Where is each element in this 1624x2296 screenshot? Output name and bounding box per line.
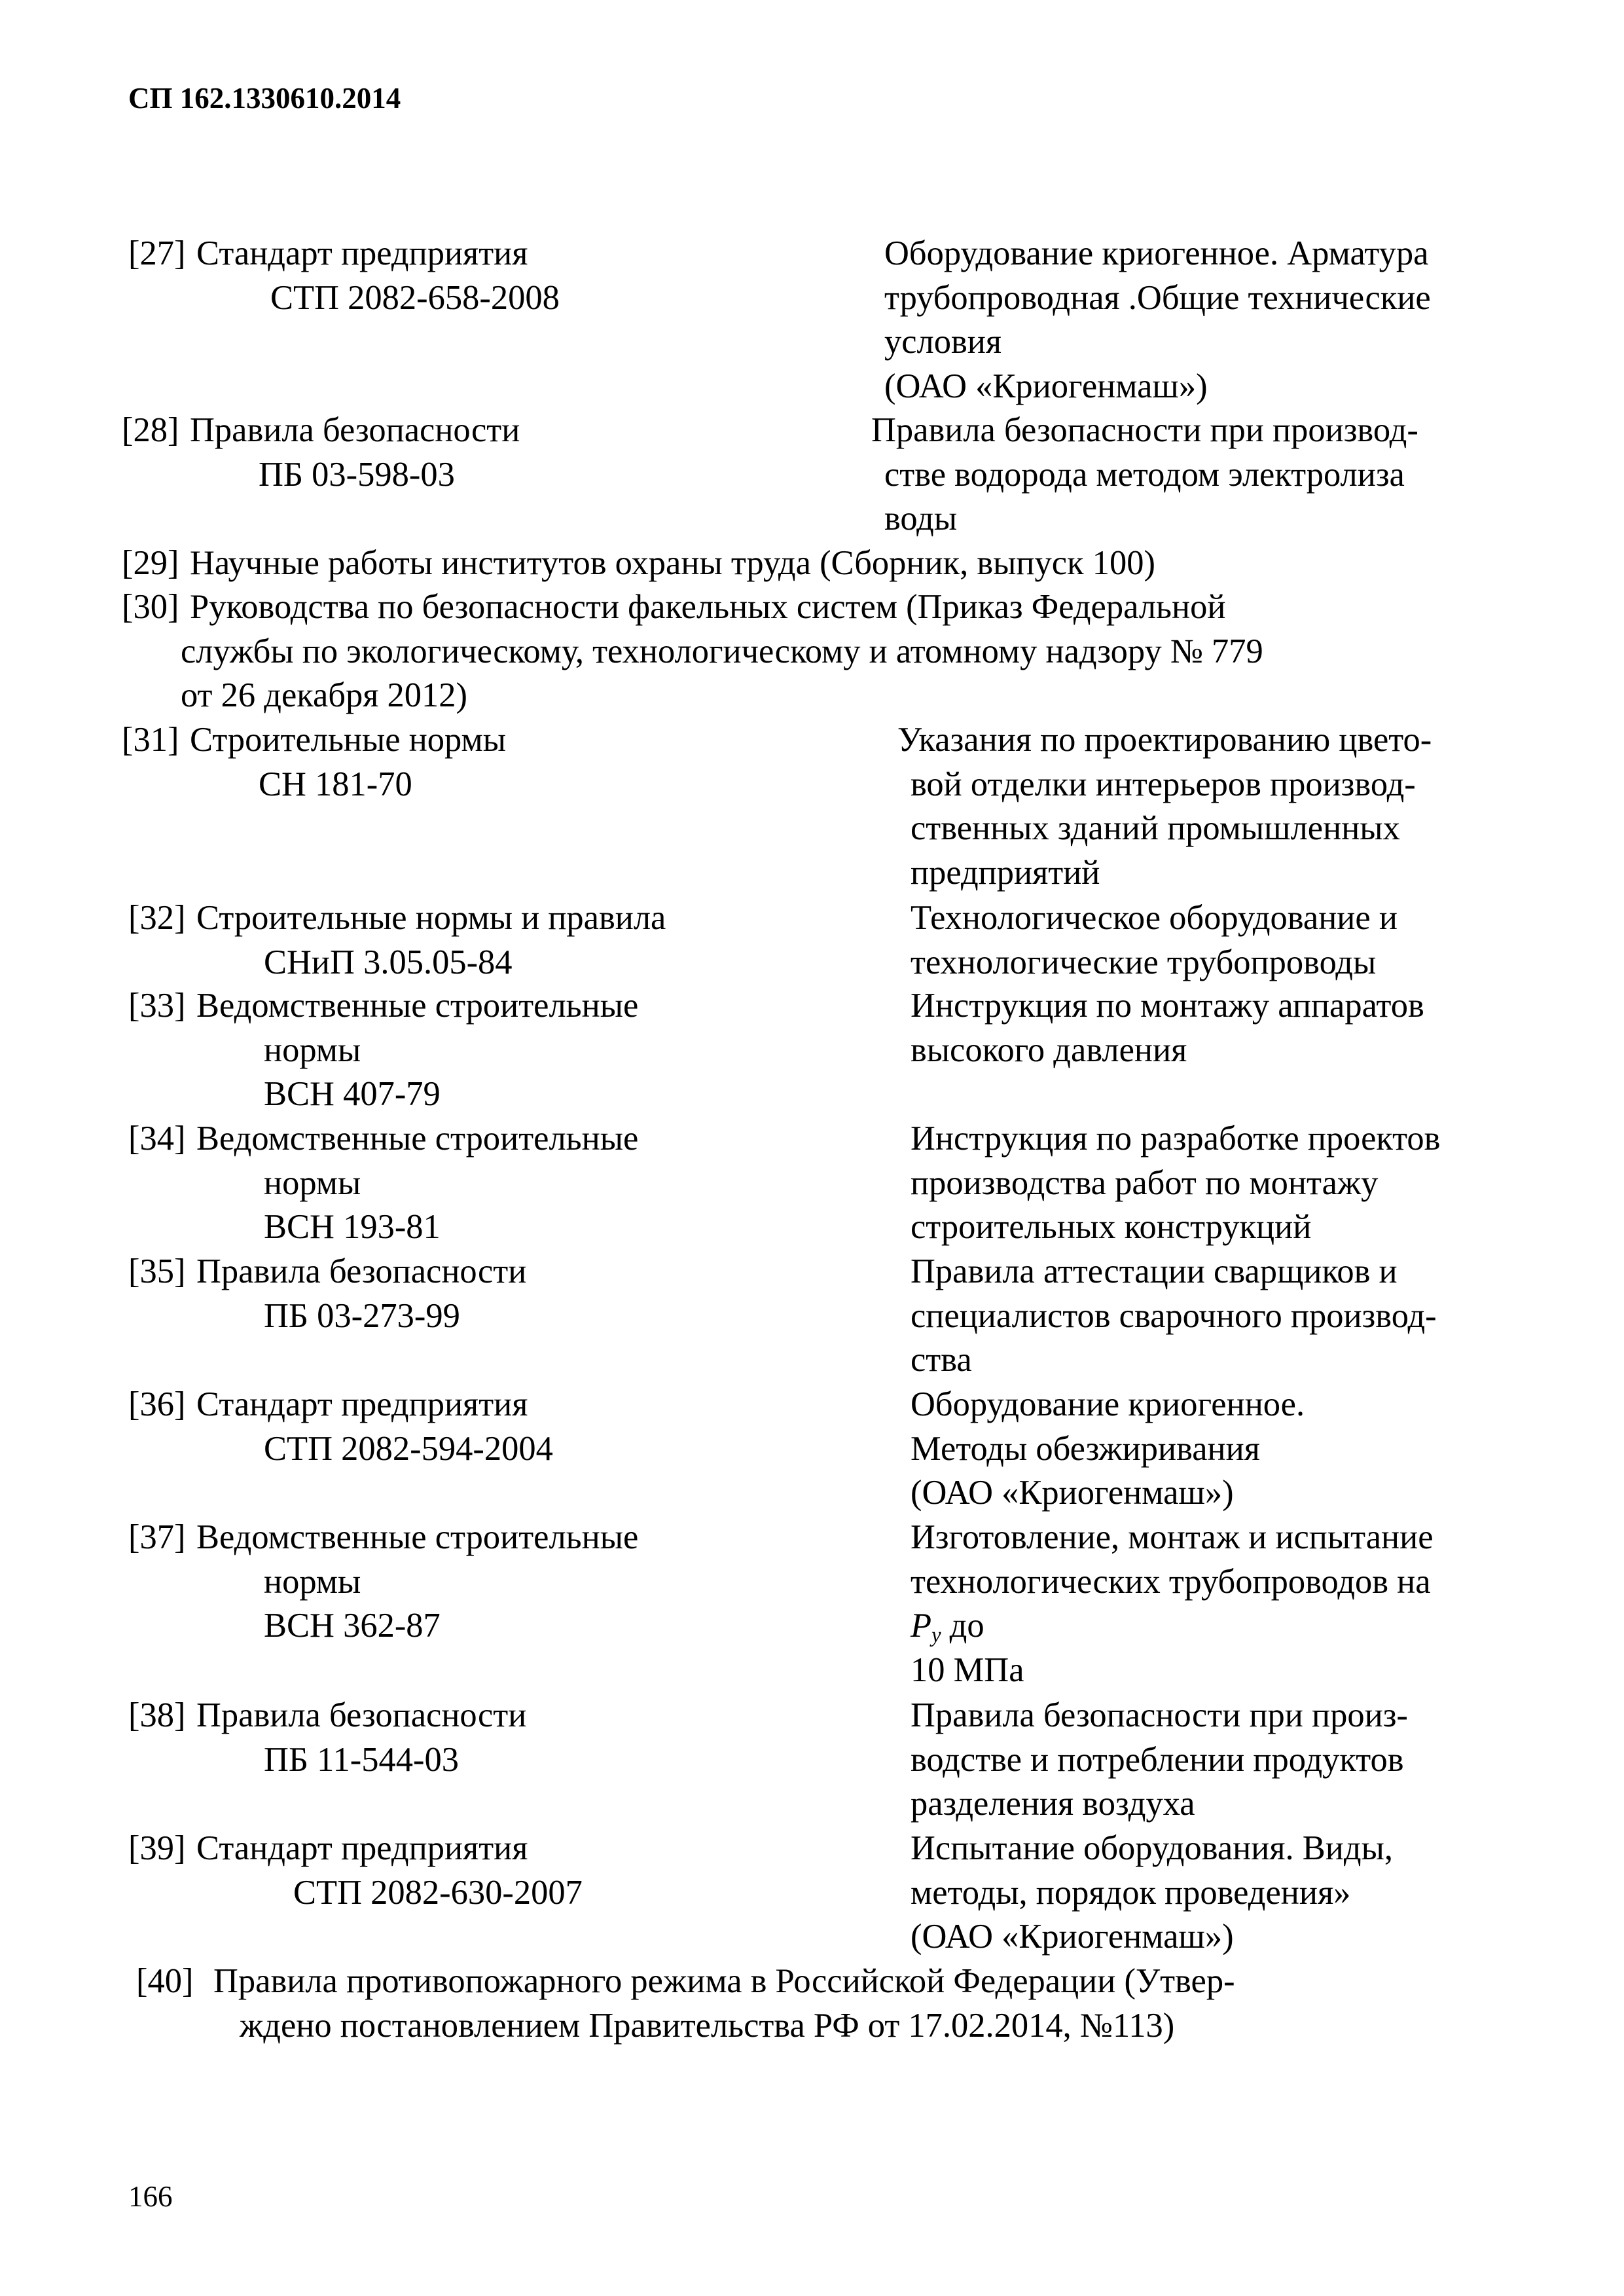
- reference-number: [27]: [128, 234, 186, 272]
- reference-number: [28]: [122, 411, 179, 449]
- reference-text-line: службы по экологическому, технологическому и атомному надзору № 779: [181, 632, 1263, 670]
- reference-title-line: $P_y$ до: [911, 1607, 984, 1648]
- reference-number: [31]: [122, 721, 179, 759]
- reference-source-type: Ведомственные строительные: [196, 987, 639, 1025]
- reference-title-line: разделения воздуха: [911, 1785, 1195, 1823]
- reference-designation: ПБ 03-598-03: [259, 455, 455, 494]
- reference-number: [38]: [128, 1696, 186, 1734]
- reference-number: [37]: [128, 1518, 186, 1556]
- reference-title-line: технологические трубопроводы: [911, 943, 1377, 981]
- reference-title-line: 10 МПа: [911, 1650, 1024, 1689]
- page-number: 166: [128, 2180, 173, 2213]
- reference-title-line: производства работ по монтажу: [911, 1163, 1379, 1202]
- reference-title-line: воды: [884, 500, 958, 538]
- reference-source-type: Стандарт предприятия: [196, 1385, 528, 1423]
- reference-text-line: Научные работы институтов охраны труда (Сборник, выпуск 100): [190, 544, 1155, 582]
- reference-number: [29]: [122, 544, 179, 582]
- reference-title-line: Указания по проектированию цвето-: [897, 721, 1432, 759]
- reference-title-line: трубопроводная .Общие технические: [884, 278, 1431, 317]
- reference-number: [33]: [128, 987, 186, 1025]
- reference-designation: нормы: [264, 1562, 361, 1601]
- reference-number: [40]: [136, 1962, 194, 2000]
- reference-title-line: вой отделки интерьеров производ-: [911, 765, 1416, 803]
- reference-title-line: (ОАО «Криогенмаш»): [911, 1918, 1234, 1956]
- reference-title-line: стве водорода методом электролиза: [884, 455, 1405, 494]
- reference-source-type: Правила безопасности: [196, 1696, 527, 1734]
- reference-source-type: Строительные нормы и правила: [196, 899, 666, 937]
- reference-title-line: высокого давления: [911, 1030, 1187, 1069]
- reference-designation: СНиП 3.05.05-84: [264, 943, 513, 981]
- reference-title-line: строительных конструкций: [911, 1208, 1312, 1246]
- reference-title-line: технологических трубопроводов на: [911, 1562, 1431, 1601]
- reference-title-line: условия: [884, 323, 1002, 361]
- reference-designation: ВСН 193-81: [264, 1208, 441, 1246]
- reference-title-line: водстве и потреблении продуктов: [911, 1740, 1404, 1779]
- reference-designation: нормы: [264, 1030, 361, 1069]
- reference-source-type: Ведомственные строительные: [196, 1120, 639, 1157]
- reference-number: [35]: [128, 1252, 186, 1290]
- reference-title-line: Правила безопасности при производ-: [871, 411, 1418, 449]
- reference-title-line: Оборудование криогенное.: [911, 1385, 1305, 1423]
- reference-title-line: специалистов сварочного производ-: [911, 1296, 1437, 1335]
- reference-designation: ПБ 11-544-03: [264, 1740, 459, 1779]
- reference-designation: ВСН 362-87: [264, 1607, 441, 1645]
- reference-designation: СН 181-70: [259, 765, 412, 803]
- reference-source-type: Правила безопасности: [196, 1252, 527, 1290]
- reference-text-line: от 26 декабря 2012): [181, 676, 467, 714]
- reference-title-line: Инструкция по монтажу аппаратов: [911, 987, 1424, 1025]
- reference-source-type: Ведомственные строительные: [196, 1518, 639, 1556]
- reference-title-line: Методы обезжиривания: [911, 1429, 1260, 1468]
- document-code-header: СП 162.1330610.2014: [128, 82, 401, 115]
- reference-title-line: Правила аттестации сварщиков и: [911, 1252, 1398, 1290]
- reference-source-type: Правила безопасности: [190, 411, 520, 449]
- reference-title-line: предприятий: [911, 853, 1100, 892]
- reference-designation: СТП 2082-630-2007: [293, 1873, 583, 1912]
- reference-designation: ВСН 407-79: [264, 1075, 441, 1113]
- reference-title-line: Инструкция по разработке проектов: [911, 1120, 1441, 1157]
- reference-text-line: Руководства по безопасности факельных систем (Приказ Федеральной: [190, 588, 1226, 626]
- reference-title-line: ства: [911, 1341, 972, 1379]
- reference-designation: ПБ 03-273-99: [264, 1296, 460, 1335]
- reference-designation: СТП 2082-658-2008: [270, 278, 560, 317]
- reference-source-type: Стандарт предприятия: [196, 1829, 528, 1867]
- reference-text-line: ждено постановлением Правительства РФ от 17.02.2014, №113): [240, 2006, 1175, 2045]
- reference-number: [34]: [128, 1120, 186, 1157]
- reference-title-line: (ОАО «Криогенмаш»): [884, 367, 1208, 405]
- reference-number: [39]: [128, 1829, 186, 1867]
- pressure-symbol: $P_y$: [911, 1607, 941, 1648]
- reference-text-line: Правила противопожарного режима в Российской Федерации (Утвер-: [213, 1962, 1235, 2000]
- reference-designation: СТП 2082-594-2004: [264, 1429, 553, 1468]
- reference-title-line: Испытание оборудования. Виды,: [911, 1829, 1393, 1867]
- reference-number: [32]: [128, 899, 186, 937]
- reference-source-type: Строительные нормы: [190, 721, 506, 759]
- reference-number: [30]: [122, 588, 179, 626]
- reference-source-type: Стандарт предприятия: [196, 234, 528, 272]
- reference-designation: нормы: [264, 1163, 361, 1202]
- reference-title-line: ственных зданий промышленных: [911, 809, 1400, 847]
- reference-title-line: (ОАО «Криогенмаш»): [911, 1474, 1234, 1512]
- reference-number: [36]: [128, 1385, 186, 1423]
- reference-title-line: Технологическое оборудование и: [911, 899, 1398, 937]
- reference-title-line: Изготовление, монтаж и испытание: [911, 1518, 1434, 1556]
- reference-title-line: Правила безопасности при произ-: [911, 1696, 1408, 1734]
- reference-title-line: Оборудование криогенное. Арматура: [884, 234, 1429, 272]
- reference-title-line: методы, порядок проведения»: [911, 1873, 1351, 1912]
